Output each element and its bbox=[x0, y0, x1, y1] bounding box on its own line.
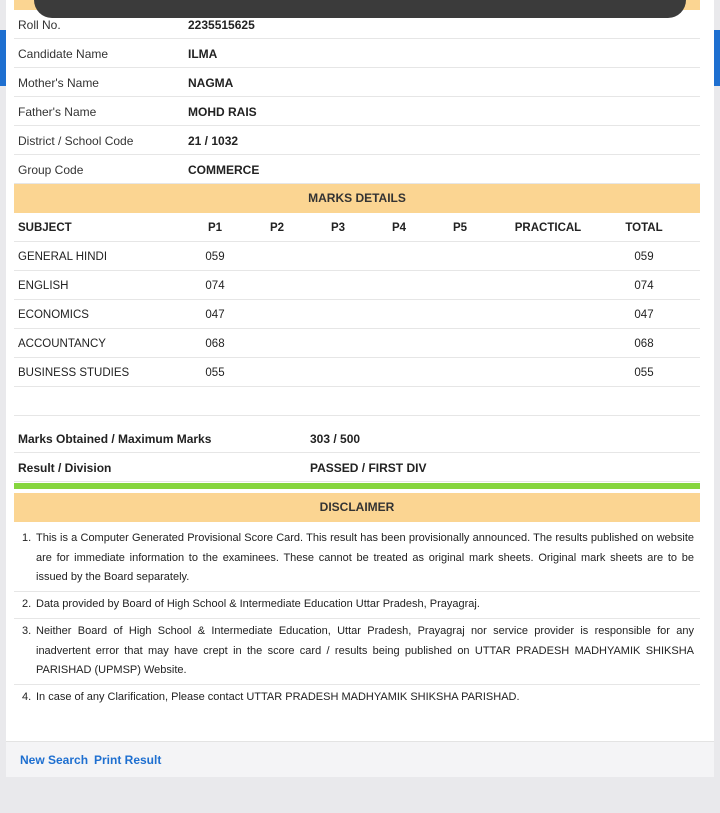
result-division-row bbox=[14, 453, 700, 482]
disclaimer-text: This is a Computer Generated Provisional Score Card. This result has been provisionally announced. The results published on website are for immediate information to the examinees. These cannot be treated as original mark sheets. Original mark sheets are to be issued by the Board separately. bbox=[36, 532, 694, 583]
system-overlay-pill bbox=[34, 0, 686, 18]
header-p5: P5 bbox=[452, 222, 468, 234]
marks-obtained-row bbox=[14, 424, 700, 453]
total-cell: 055 bbox=[634, 367, 654, 379]
disclaimer-item bbox=[14, 529, 700, 592]
total-cell: 059 bbox=[634, 251, 654, 263]
header-p3: P3 bbox=[330, 222, 346, 234]
header-p1: P1 bbox=[207, 222, 223, 234]
p1-cell: 047 bbox=[205, 309, 225, 321]
father-name-label: Father's Name bbox=[18, 105, 97, 119]
result-status-bar bbox=[14, 483, 700, 489]
disclaimer-text: In case of any Clarification, Please contact UTTAR PRADESH MADHYAMIK SHIKSHA PARISHAD. bbox=[36, 691, 520, 703]
mother-name-row bbox=[14, 68, 700, 97]
marks-obtained-label: Marks Obtained / Maximum Marks bbox=[18, 432, 212, 446]
total-cell: 047 bbox=[634, 309, 654, 321]
disclaimer-number: 1. bbox=[22, 532, 32, 544]
disclaimer-text: Neither Board of High School & Intermediate Education, Uttar Pradesh, Prayagraj nor service provider is responsible for any inadvertent error that may have crept in the score card / results being published on UTTAR PRADESH MADHYAMIK SHIKSHA PARISHAD (UPMSP) Website. bbox=[36, 625, 694, 676]
marks-details-heading: MARKS DETAILS bbox=[14, 184, 700, 213]
table-row bbox=[14, 271, 700, 300]
p1-cell: 059 bbox=[205, 251, 225, 263]
subject-cell: GENERAL HINDI bbox=[18, 251, 108, 263]
candidate-name-label: Candidate Name bbox=[18, 47, 109, 61]
disclaimer-number: 2. bbox=[22, 598, 32, 610]
right-blue-edge bbox=[714, 30, 720, 86]
candidate-name-value: ILMA bbox=[188, 47, 218, 61]
table-row bbox=[14, 300, 700, 329]
father-name-row bbox=[14, 97, 700, 126]
district-value: 21 / 1032 bbox=[188, 134, 239, 148]
table-row bbox=[14, 358, 700, 387]
subject-cell: ACCOUNTANCY bbox=[18, 338, 106, 350]
header-p4: P4 bbox=[391, 222, 407, 234]
header-p2: P2 bbox=[269, 222, 285, 234]
disclaimer-item bbox=[14, 595, 700, 619]
district-row bbox=[14, 126, 700, 155]
disclaimer-number: 4. bbox=[22, 691, 32, 703]
roll-label: Roll No. bbox=[18, 18, 61, 32]
group-value: COMMERCE bbox=[188, 163, 260, 177]
header-total: TOTAL bbox=[625, 222, 663, 234]
disclaimer-number: 3. bbox=[22, 625, 32, 637]
subject-cell: ECONOMICS bbox=[18, 309, 89, 321]
total-cell: 068 bbox=[634, 338, 654, 350]
result-division-label: Result / Division bbox=[18, 461, 112, 475]
print-result-link[interactable]: Print Result bbox=[94, 753, 162, 767]
disclaimer-item bbox=[14, 688, 700, 712]
candidate-name-row bbox=[14, 39, 700, 68]
empty-row bbox=[14, 387, 700, 416]
table-row bbox=[14, 329, 700, 358]
new-search-link[interactable]: New Search bbox=[20, 753, 89, 767]
p1-cell: 055 bbox=[205, 367, 225, 379]
mother-name-label: Mother's Name bbox=[18, 76, 99, 90]
p1-cell: 068 bbox=[205, 338, 225, 350]
header-practical: PRACTICAL bbox=[514, 222, 582, 234]
group-label: Group Code bbox=[18, 163, 84, 177]
roll-value: 2235515625 bbox=[188, 18, 255, 32]
subject-cell: BUSINESS STUDIES bbox=[18, 367, 130, 379]
total-cell: 074 bbox=[634, 280, 654, 292]
result-division-value: PASSED / FIRST DIV bbox=[310, 461, 427, 475]
group-row bbox=[14, 155, 700, 184]
header-subject: SUBJECT bbox=[18, 222, 72, 234]
p1-cell: 074 bbox=[205, 280, 225, 292]
disclaimer-heading: DISCLAIMER bbox=[14, 493, 700, 522]
page-bottom-area bbox=[6, 777, 714, 813]
disclaimer-text: Data provided by Board of High School & Intermediate Education Uttar Pradesh, Prayagraj. bbox=[36, 598, 480, 610]
subject-cell: ENGLISH bbox=[18, 280, 69, 292]
marks-obtained-value: 303 / 500 bbox=[310, 432, 361, 446]
disclaimer-item bbox=[14, 622, 700, 685]
father-name-value: MOHD RAIS bbox=[188, 105, 257, 119]
table-row bbox=[14, 242, 700, 271]
marks-header-row bbox=[14, 213, 700, 242]
mother-name-value: NAGMA bbox=[188, 76, 234, 90]
footer-actions bbox=[6, 741, 714, 777]
district-label: District / School Code bbox=[18, 134, 134, 148]
